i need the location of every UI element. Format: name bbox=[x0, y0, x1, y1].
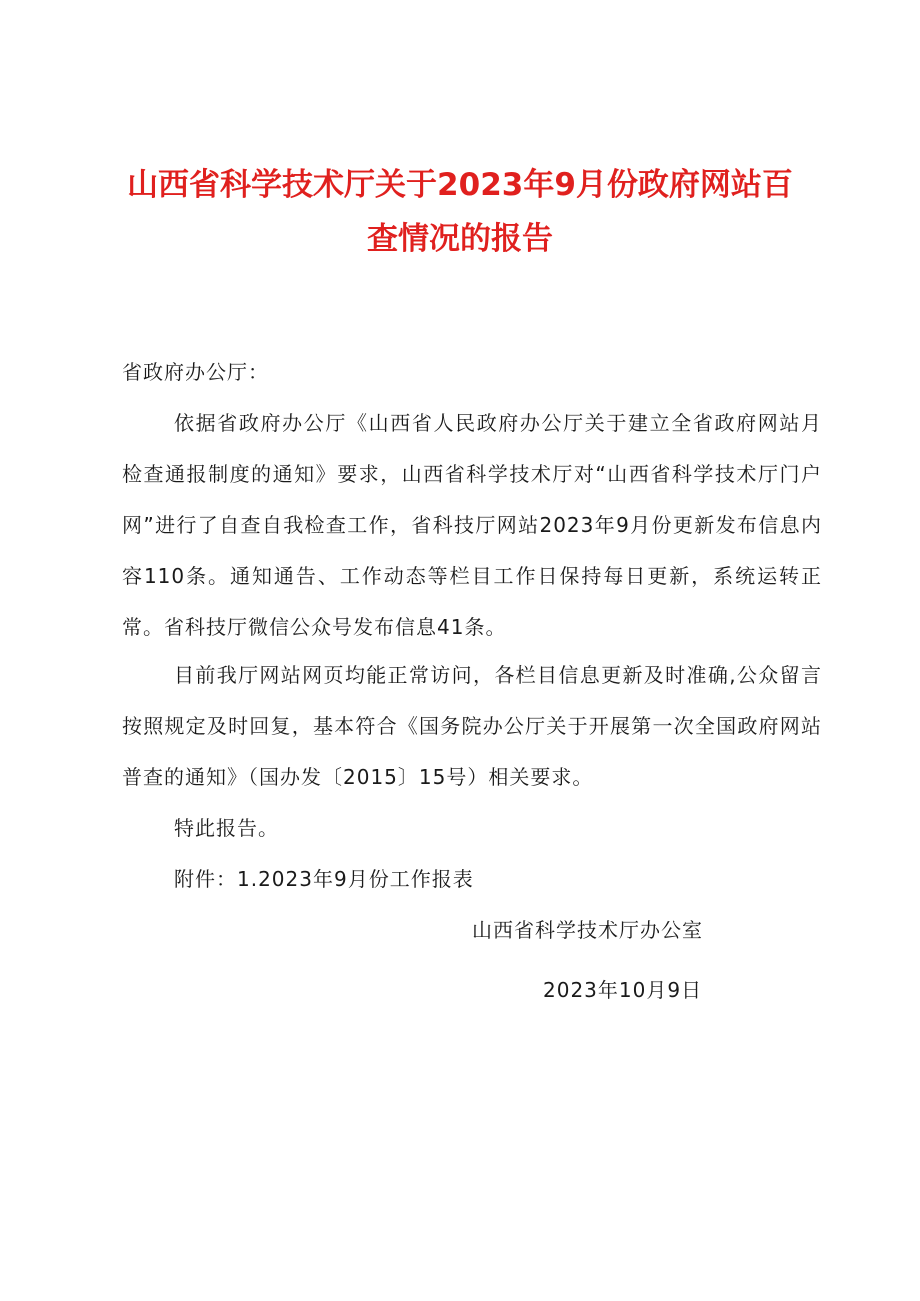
title-line-1: 山西省科学技术厅关于2023年9月份政府网站百 bbox=[127, 167, 793, 203]
attachment-line: 附件：1.2023年9月份工作报表 bbox=[174, 867, 474, 891]
closing-line: 特此报告。 bbox=[174, 816, 279, 840]
document-title bbox=[100, 158, 820, 266]
signature-date: 2023年10月9日 bbox=[543, 978, 703, 1002]
salutation: 省政府办公厅： bbox=[122, 360, 269, 384]
body-paragraph-1: 依据省政府办公厅《山西省人民政府办公厅关于建立全省政府网站月检查通报制度的通知》要求，山西省科学技术厅对“山西省科学技术厅门户网”进行了自查自我检查工作，省科技厅网站2023年9月份更新发布信息内容110条。通知通告、工作动态等栏目工作日保持每日更新，系统运转正常。省科技厅微信公众号发布信息41条。 bbox=[122, 411, 822, 639]
body-paragraph-2: 目前我厅网站网页均能正常访问，各栏目信息更新及时准确,公众留言按照规定及时回复，基本符合《国务院办公厅关于开展第一次全国政府网站普查的通知》（国办发〔2015〕15号）相关要求。 bbox=[122, 663, 822, 789]
signature-organization: 山西省科学技术厅办公室 bbox=[472, 918, 703, 942]
title-line-2: 查情况的报告 bbox=[367, 221, 553, 257]
